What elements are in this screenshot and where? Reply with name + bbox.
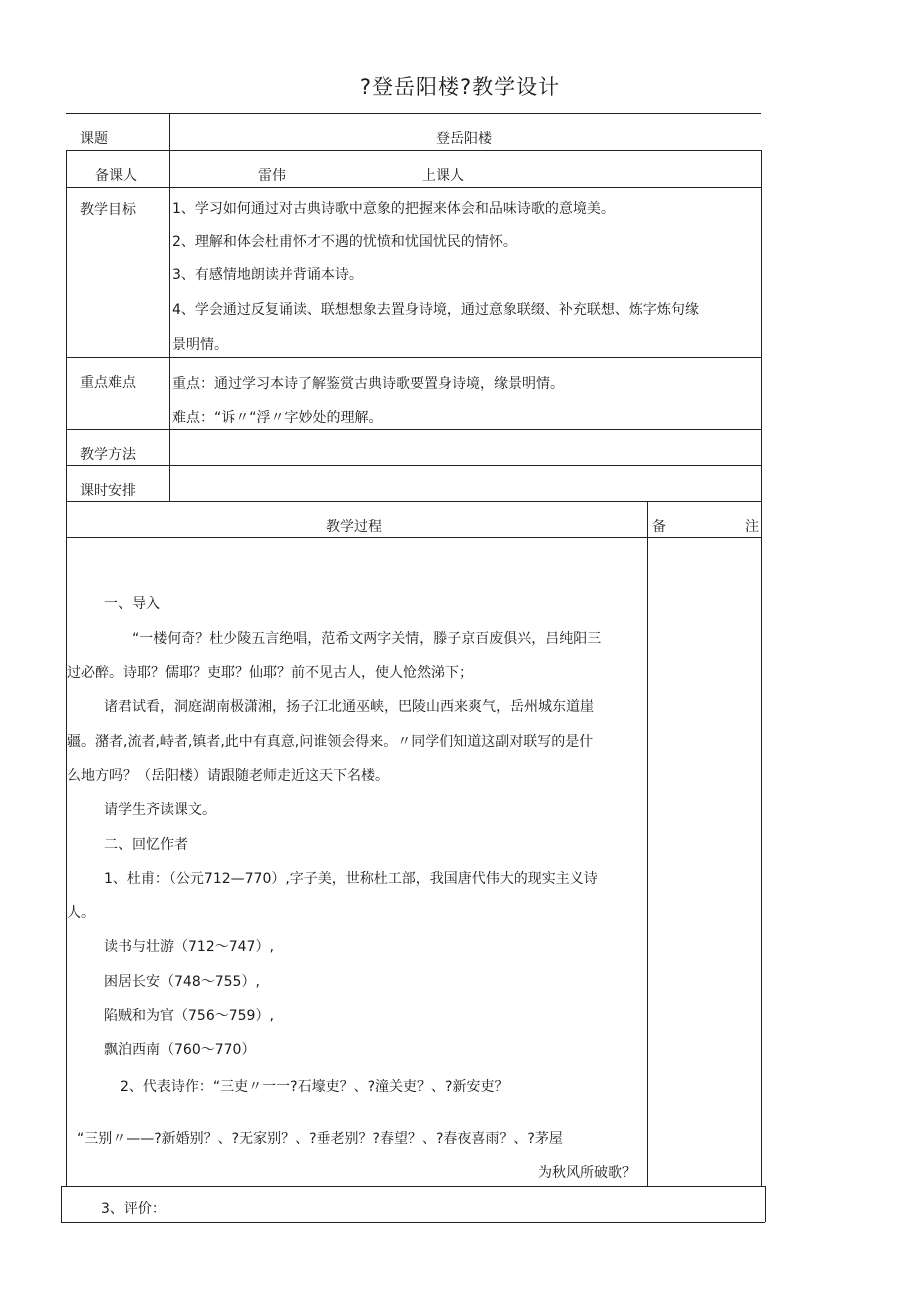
method-label: 教学方法	[80, 447, 136, 463]
evaluation-label: 3、评价：	[101, 1201, 166, 1217]
table-right-border	[761, 150, 762, 1186]
row-divider	[66, 357, 761, 358]
goal-item: 2、理解和体会杜甫怀才不遇的忧愤和忧国忧民的情怀。	[172, 234, 517, 250]
key-points-label: 重点难点	[80, 375, 136, 391]
row-divider	[66, 150, 761, 151]
key-focus: 重点：通过学习本诗了解鉴赏古典诗歌要置身诗境，缘景明情。	[172, 376, 564, 392]
schedule-label: 课时安排	[80, 483, 136, 499]
row-divider	[66, 501, 761, 502]
row-divider	[66, 465, 761, 466]
goals-label: 教学目标	[80, 202, 136, 218]
remarks-column-divider	[647, 501, 648, 1186]
process-line: 陷贼和为官（756～759）,	[104, 1008, 274, 1024]
key-difficulty: 难点：“诉〃“浮〃字妙处的理解。	[172, 410, 383, 426]
remarks-header-left: 备	[652, 519, 666, 535]
row-divider	[66, 537, 761, 538]
goal-item: 3、有感情地朗读并背诵本诗。	[172, 267, 363, 283]
process-line: 人。	[67, 905, 95, 921]
process-line: 么地方吗？（岳阳楼）请跟随老师走近这天下名楼。	[67, 768, 389, 784]
process-line: 2、代表诗作：“三吏〃一一?石壕吏？、?潼关吏？、?新安吏？	[120, 1079, 509, 1095]
process-line: 困居长安（748～755）,	[104, 974, 260, 990]
evaluation-right-border	[765, 1186, 766, 1222]
process-line: 请学生齐读课文。	[104, 802, 216, 818]
process-line: “一楼何奇？杜少陵五言绝唱，范希文两字关情，滕子京百废俱兴，吕纯阳三	[132, 631, 602, 647]
lesson-value: 登岳阳楼	[436, 131, 492, 147]
teacher-label: 上课人	[422, 168, 464, 184]
table-bottom-border	[61, 1222, 765, 1223]
process-line: 1、杜甫：（公元712—770）,字子美，世称杜工部，我国唐代伟大的现实主义诗	[104, 871, 598, 887]
process-line: 飘泊西南（760～770）	[104, 1042, 256, 1058]
goal-item: 4、学会通过反复诵读、联想想象去置身诗境，通过意象联缀、补充联想、炼字炼句缘	[172, 302, 699, 318]
table-top-border	[66, 113, 761, 114]
row-divider	[66, 187, 761, 188]
evaluation-left-border	[61, 1186, 62, 1222]
process-line: “三别〃——?新婚别？、?无家别？、?垂老别？?春望？、?春夜喜雨？、?茅屋	[77, 1131, 563, 1147]
process-line: 疆。潴者,流者,峙者,镇者,此中有真意,问谁领会得来。〃同学们知道这副对联写的是什	[67, 734, 594, 750]
page-title: ?登岳阳楼?教学设计	[359, 75, 561, 99]
process-line: 过必醉。诗耶？儒耶？吏耶？仙耶？前不见古人，使人怆然涕下；	[67, 665, 473, 681]
process-header: 教学过程	[326, 519, 382, 535]
preparer-label: 备课人	[95, 168, 137, 184]
process-line: 诸君试看，洞庭湖南极潇湘，扬子江北通巫峡，巴陵山西来爽气，岳州城东道崖	[104, 699, 594, 715]
remarks-header-right: 注	[745, 519, 759, 535]
row-divider	[61, 1186, 765, 1187]
process-line: 为秋风所破歌？	[538, 1165, 636, 1181]
process-line: 二、回忆作者	[104, 837, 188, 853]
process-line: 读书与壮游（712～747）,	[104, 939, 274, 955]
preparer-value: 雷伟	[258, 168, 286, 184]
lesson-label: 课题	[80, 131, 108, 147]
goal-item: 景明情。	[172, 337, 228, 353]
process-line: 一、导入	[104, 596, 160, 612]
row-divider	[66, 429, 761, 430]
goal-item: 1、学习如何通过对古典诗歌中意象的把握来体会和品味诗歌的意境美。	[172, 201, 615, 217]
label-column-divider	[169, 113, 170, 501]
